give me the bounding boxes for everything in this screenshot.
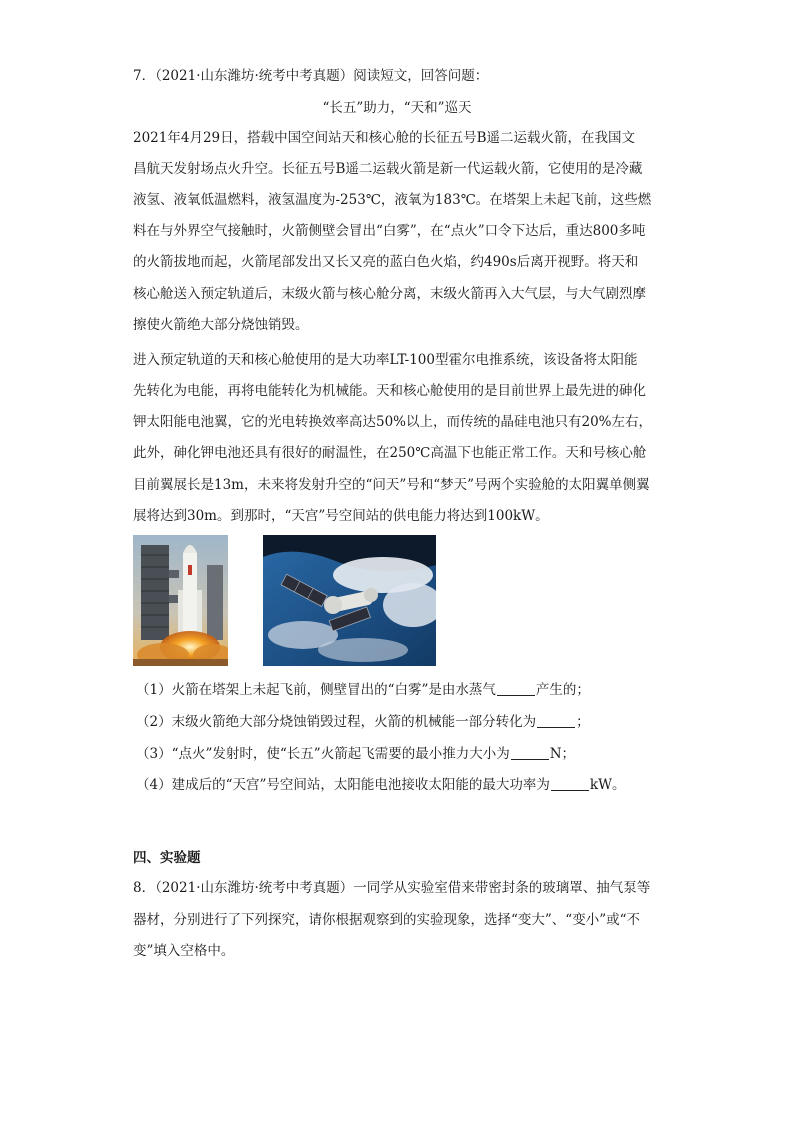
article-title: “长五”助力，“天和”巡天 xyxy=(322,100,472,116)
paragraph-2-line: 展将达到30m。到那时，“天宫”号空间站的供电能力将达到100kW。 xyxy=(133,508,549,524)
question-8-line: 8．（2021·山东潍坊·统考中考真题）一同学从实验室借来带密封条的玻璃罩、抽气泵等 xyxy=(133,880,651,896)
paragraph-2-line: 进入预定轨道的天和核心舱使用的是大功率LT-100型霍尔电推系统，该设备将太阳能 xyxy=(133,352,638,368)
space-station-image xyxy=(263,535,436,666)
sub-question-4 xyxy=(136,775,625,795)
paragraph-1-line: 液氢、液氧低温燃料，液氢温度为-253℃，液氧为183℃。在塔架上未起飞前，这些燃 xyxy=(133,192,652,208)
answer-blank-2[interactable] xyxy=(537,713,575,728)
paragraph-1-line: 昌航天发射场点火升空。长征五号B遥二运载火箭是新一代运载火箭，它使用的是冷藏 xyxy=(133,161,643,177)
sub-question-1 xyxy=(136,680,590,700)
sub-question-1-tail: 产生的； xyxy=(535,682,590,698)
paragraph-2-line: 此外，砷化钾电池还具有很好的耐温性，在250℃高温下也能正常工作。天和号核心舱 xyxy=(133,445,647,461)
sub-question-3-tail: N； xyxy=(549,746,576,762)
paragraph-1-line: 擦使火箭绝大部分烧蚀销毁。 xyxy=(133,317,309,333)
question-7-header: 7．（2021·山东潍坊·统考中考真题）阅读短文，回答问题： xyxy=(133,68,489,84)
sub-question-3 xyxy=(136,744,575,764)
sub-question-4-text: （4）建成后的“天宫”号空间站，太阳能电池接收太阳能的最大功率为 xyxy=(136,777,550,793)
answer-blank-4[interactable] xyxy=(551,776,589,791)
answer-blank-1[interactable] xyxy=(497,681,535,696)
sub-question-2-text: （2）末级火箭绝大部分烧蚀销毁过程，火箭的机械能一部分转化为 xyxy=(136,714,537,730)
paragraph-1-line: 核心舱送入预定轨道后，末级火箭与核心舱分离，末级火箭再入大气层，与大气剧烈摩 xyxy=(133,286,646,302)
sub-question-3-text: （3）“点火”发射时，使“长五”火箭起飞需要的最小推力大小为 xyxy=(136,746,510,762)
paragraph-1-line: 料在与外界空气接触时，火箭侧壁会冒出“白雾”，在“点火”口令下达后，重达800多吨 xyxy=(133,223,646,239)
sub-question-1-text: （1）火箭在塔架上未起飞前，侧壁冒出的“白雾”是由水蒸气 xyxy=(136,682,496,698)
question-8-line: 变”填入空格中。 xyxy=(133,943,235,959)
paragraph-2-line: 目前翼展长是13m，未来将发射升空的“问天”号和“梦天”号两个实验舱的太阳翼单侧翼 xyxy=(133,477,650,493)
sub-question-2-tail: ； xyxy=(576,714,590,730)
sub-question-4-tail: kW。 xyxy=(589,777,626,793)
rocket-launch-image xyxy=(133,535,228,666)
paragraph-2-line: 先转化为电能，再将电能转化为机械能。天和核心舱使用的是目前世界上最先进的砷化 xyxy=(133,383,646,399)
section-title: 四、实验题 xyxy=(133,850,201,866)
sub-question-2 xyxy=(136,712,590,732)
paragraph-1-line: 的火箭拔地而起，火箭尾部发出又长又亮的蓝白色火焰，约490s后离开视野。将天和 xyxy=(133,254,639,270)
paragraph-1-line: 2021年4月29日，搭载中国空间站天和核心舱的长征五号B遥二运载火箭，在我国文 xyxy=(133,130,636,146)
question-8-line: 器材，分别进行了下列探究，请你根据观察到的实验现象，选择“变大”、“变小”或“不 xyxy=(133,912,641,928)
paragraph-2-line: 钾太阳能电池翼，它的光电转换效率高达50%以上，而传统的晶硅电池只有20%左右， xyxy=(133,414,653,430)
answer-blank-3[interactable] xyxy=(511,745,549,760)
